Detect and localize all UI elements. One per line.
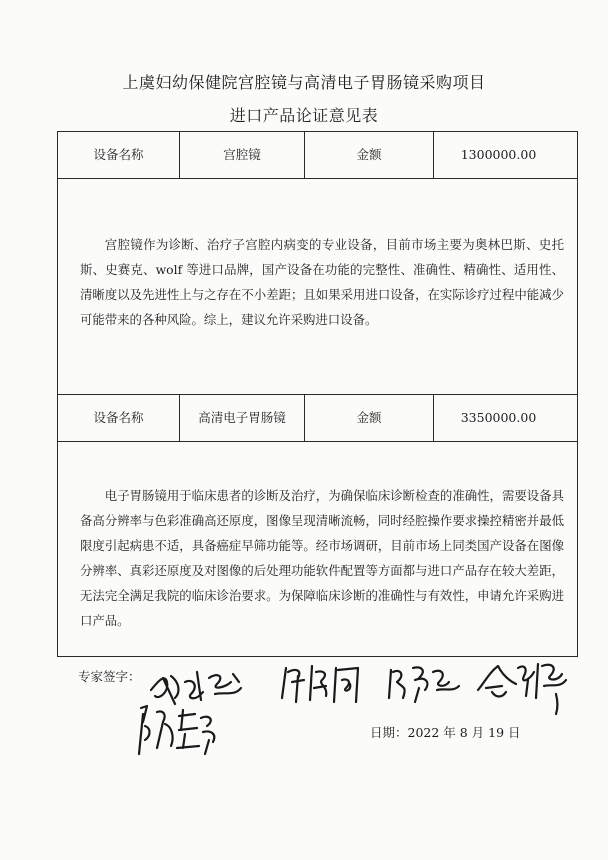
device-name-label: 设备名称 — [93, 410, 144, 425]
document-subtitle: 进口产品论证意见表 — [229, 106, 379, 125]
handwritten-signature-4 — [472, 650, 572, 718]
opinion-text: 电子胃肠镜用于临床患者的诊断及治疗，为确保临床诊断检查的准确性，需要设备具备高分辨率与色彩准确高还原度，图像呈现清晰流畅，同时经腔操作要求操控精密并最低限度引起病患不适，具备癌症早筛功能等。经市场调研，目前市场上同类国产设备在图像分辨率、真彩还原度及对图像的后处理功能软件配置等方面都与进口产品存在较大差距，无法完全满足我院的临床诊治要求。为保障临床诊断的准确性与有效性，申请允许采购进口产品。 — [80, 488, 564, 628]
device-name-value: 宫腔镜 — [223, 147, 261, 162]
amount-label: 金额 — [356, 147, 382, 162]
signing-date: 日期：2022 年 8 月 19 日 — [370, 725, 521, 740]
item-header-row — [58, 395, 577, 442]
signature-label: 专家签字： — [78, 669, 141, 684]
item-section-gastroscope — [57, 395, 578, 657]
amount-label: 金额 — [356, 410, 382, 425]
item-section-hysteroscope — [57, 131, 578, 395]
amount-value: 1300000.00 — [460, 147, 537, 162]
document-title: 上虞妇幼保健院宫腔镜与高清电子胃肠镜采购项目 — [122, 73, 486, 92]
handwritten-signature-5 — [135, 700, 225, 760]
device-name-label: 设备名称 — [93, 147, 144, 162]
device-name-value: 高清电子胃肠镜 — [198, 410, 286, 425]
amount-value: 3350000.00 — [460, 410, 537, 425]
opinion-text: 宫腔镜作为诊断、治疗子宫腔内病变的专业设备，目前市场主要为奥林巴斯、史托斯、史赛克、wolf 等进口品牌，国产设备在功能的完整性、准确性、精确性、适用性、清晰度以及先进性上与之存在不小差距；且如果采用进口设备，在实际诊疗过程中能减少可能带来的各种风险。综上，建议允许采购进口设备。 — [80, 237, 564, 327]
handwritten-signature-3 — [385, 658, 465, 708]
item-header-row — [58, 132, 577, 179]
handwritten-signature-2 — [278, 658, 368, 708]
